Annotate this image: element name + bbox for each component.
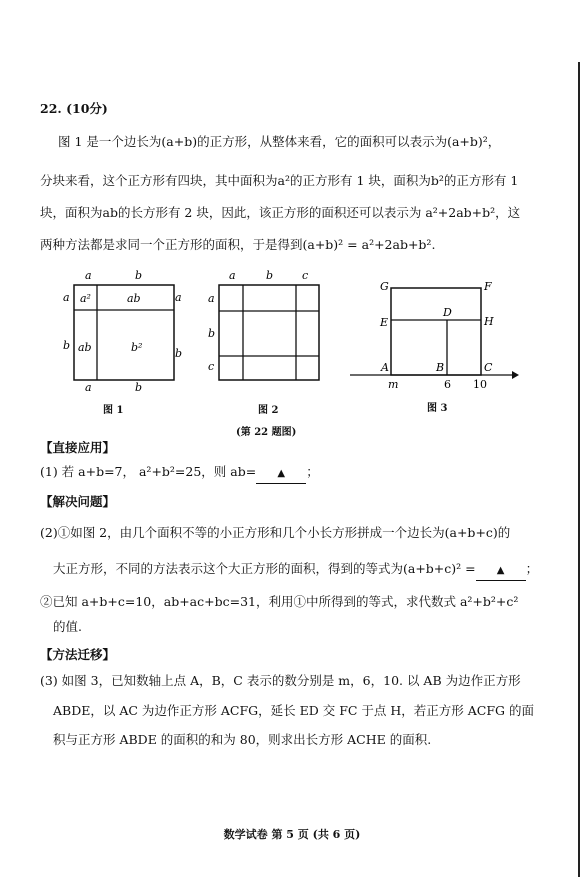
figure-2-caption: 图 2 <box>258 405 279 416</box>
q1-end: ； <box>306 464 319 479</box>
q1-blank: ▲ <box>256 465 306 484</box>
section-direct: 【直接应用】 <box>40 440 116 455</box>
fig3-point-B: B <box>436 361 445 374</box>
q2a-line-1: (2)①如图 2，由几个面积不等的小正方形和几个小长方形拼成一个边长为(a+b+c)的 <box>40 525 511 540</box>
fig1-right-label-b: b <box>175 347 183 360</box>
fig1-cell-ab-left: ab <box>78 341 92 354</box>
intro-line-3: 块，面积为ab的长方形有 2 块，因此，该正方形的面积还可以表示为 a²+2ab+b²，这 <box>40 205 521 220</box>
fig3-axis-6: 6 <box>444 378 451 391</box>
fig2-left-label-b: b <box>208 327 216 340</box>
figure-1 <box>55 265 185 399</box>
figure-3-caption: 图 3 <box>427 403 448 414</box>
q1-text: (1) 若 a+b=7， a²+b²=25，则 ab= <box>40 464 257 479</box>
section-transfer: 【方法迁移】 <box>40 647 116 662</box>
fig3-point-G: G <box>380 280 389 293</box>
fig1-cell-ab-top: ab <box>127 292 141 305</box>
fig3-point-D: D <box>443 306 452 319</box>
q2a-line-2 <box>53 560 538 581</box>
fig1-bottom-label-a: a <box>85 381 92 394</box>
fig1-bottom-label-b: b <box>135 381 143 394</box>
page-border-line <box>578 62 580 877</box>
fig3-axis-m: m <box>388 378 399 391</box>
fig1-left-label-a: a <box>63 291 70 304</box>
figure-group-caption: (第 22 题图) <box>236 427 297 438</box>
page-footer: 数学试卷 第 5 页 (共 6 页) <box>223 828 361 841</box>
figure-1-caption: 图 1 <box>103 405 124 416</box>
q2b-line-2: 的值. <box>53 619 82 634</box>
section-solve: 【解决问题】 <box>40 494 116 509</box>
question-number: 22. (10分) <box>40 101 108 116</box>
fig3-point-H: H <box>484 315 494 328</box>
fig3-axis-10: 10 <box>473 378 487 391</box>
figure-3 <box>345 272 520 401</box>
q3-line-1: (3) 如图 3，已知数轴上点 A，B，C 表示的数分别是 m，6，10. 以 AB 为边作正方形 <box>40 673 521 688</box>
q1-line <box>40 463 319 484</box>
q2a-end: ； <box>525 561 539 576</box>
fig1-top-label-a: a <box>85 269 92 282</box>
intro-line-4: 两种方法都是求同一个正方形的面积，于是得到(a+b)² = a²+2ab+b². <box>40 237 436 252</box>
fig1-cell-b2: b² <box>131 341 143 354</box>
figure-2 <box>200 265 330 399</box>
fig2-top-label-b: b <box>266 269 274 282</box>
q2b-line-1: ②已知 a+b+c=10，ab+ac+bc=31，利用①中所得到的等式，求代数式 a²+b²+c² <box>40 594 519 609</box>
q2a-text: 大正方形，不同的方法表示这个大正方形的面积，得到的等式为(a+b+c)² = <box>53 561 476 576</box>
fig1-cell-a2: a² <box>80 292 91 305</box>
fig2-left-label-a: a <box>208 292 215 305</box>
fig3-point-C: C <box>484 361 493 374</box>
fig1-left-label-b: b <box>63 339 71 352</box>
fig1-right-label-a: a <box>175 291 182 304</box>
fig3-point-F: F <box>484 280 492 293</box>
fig1-top-label-b: b <box>135 269 143 282</box>
fig2-top-label-c: c <box>302 269 309 282</box>
fig3-point-A: A <box>381 361 389 374</box>
q3-line-3: 积与正方形 ABDE 的面积的和为 80，则求出长方形 ACHE 的面积. <box>53 732 432 747</box>
fig2-top-label-a: a <box>229 269 236 282</box>
q2a-blank: ▲ <box>476 562 526 581</box>
intro-line-1: 图 1 是一个边长为(a+b)的正方形，从整体来看，它的面积可以表示为(a+b)²， <box>58 134 501 149</box>
fig2-left-label-c: c <box>208 360 215 373</box>
intro-line-2: 分块来看，这个正方形有四块，其中面积为a²的正方形有 1 块，面积为b²的正方形有 1 <box>40 173 519 188</box>
q3-line-2: ABDE，以 AC 为边作正方形 ACFG，延长 ED 交 FC 于点 H，若正方形 ACFG 的面 <box>53 703 534 718</box>
fig3-point-E: E <box>380 316 389 329</box>
